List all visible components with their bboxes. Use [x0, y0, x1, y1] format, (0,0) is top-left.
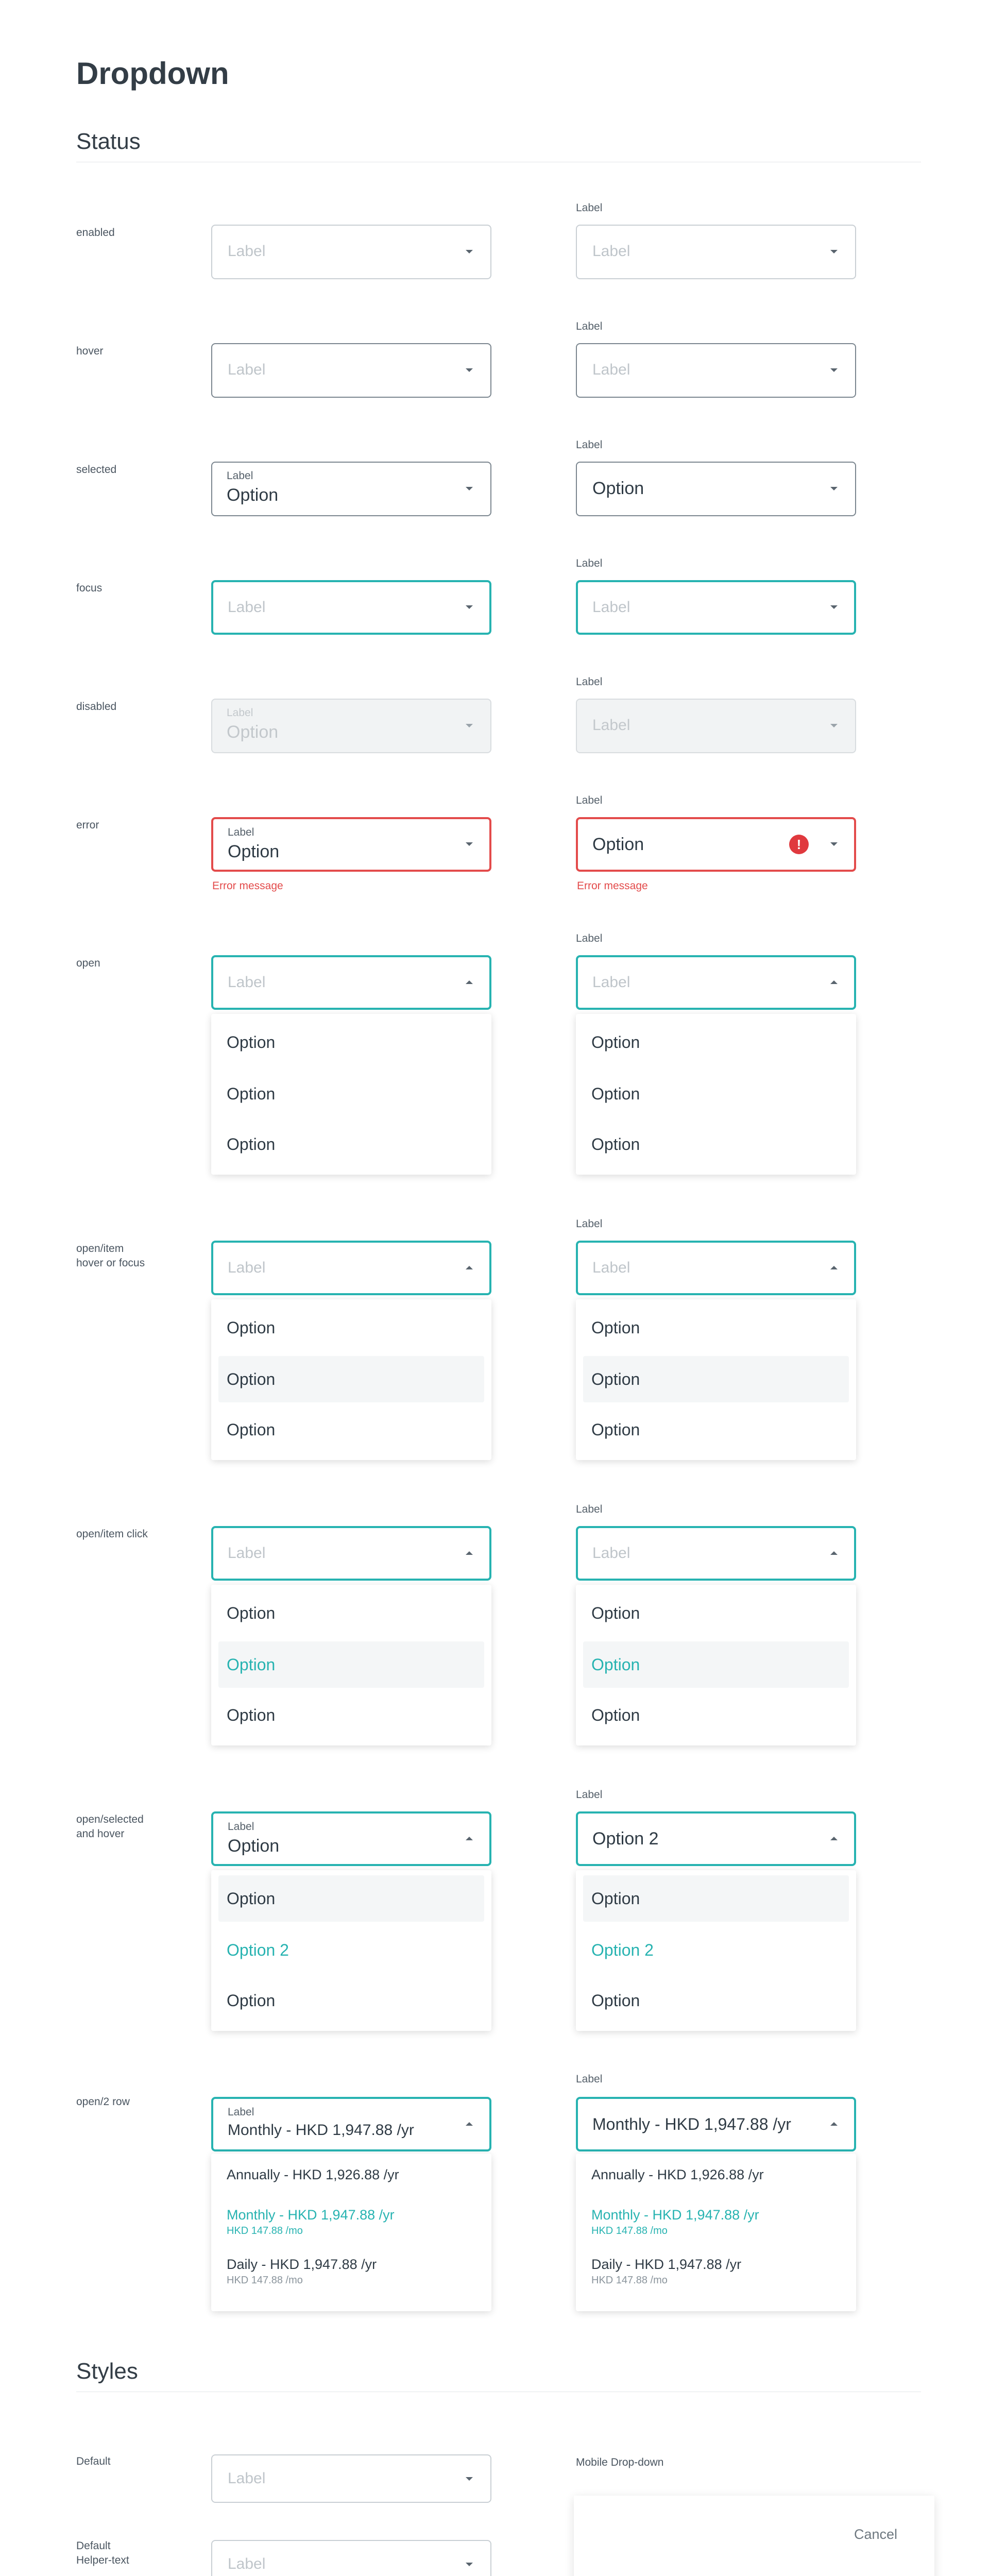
dropdown-error-floating[interactable] [211, 817, 491, 872]
menu-option-selected[interactable]: Monthly - HKD 1,947.88 /yr HKD 147.88 /mo [591, 2207, 759, 2236]
caret-down-icon [466, 724, 473, 727]
menu-option[interactable]: Daily - HKD 1,947.88 /yr HKD 147.88 /mo [591, 2257, 742, 2286]
selected-value: Monthly - HKD 1,947.88 /yr [228, 2122, 414, 2139]
row-label-focus: focus [76, 582, 103, 594]
menu-option[interactable]: Option [591, 1033, 640, 1052]
dropdown-menu [576, 1299, 856, 1460]
caret-up-icon [830, 1551, 838, 1555]
dropdown-open-outside-label[interactable] [576, 955, 856, 1010]
menu-option[interactable]: Option [227, 1318, 276, 1337]
error-message: Error message [577, 880, 648, 892]
menu-option-clicked[interactable]: Option [583, 1641, 849, 1688]
menu-option[interactable]: Option [591, 1135, 640, 1154]
dropdown-open-floating[interactable] [211, 955, 491, 1010]
placeholder: Label [228, 243, 266, 260]
field-label: Label [576, 1218, 603, 1230]
dropdown-selected-outside-label[interactable] [576, 462, 856, 516]
dropdown-focus-outside-label[interactable] [576, 580, 856, 635]
mobile-dropdown-label: Mobile Drop-down [576, 2456, 664, 2468]
placeholder: Label [228, 599, 266, 616]
menu-option[interactable]: Option [591, 1318, 640, 1337]
mobile-dropdown-sheet [574, 2496, 934, 2576]
placeholder: Label [228, 1259, 266, 1276]
caret-down-icon [466, 487, 473, 490]
row-label-open-selected-hover: open/selected and hover [76, 1814, 144, 1840]
caret-down-icon [466, 605, 473, 609]
menu-option[interactable]: Option [591, 1706, 640, 1724]
field-label: Label [576, 1503, 603, 1515]
field-label: Label [576, 1789, 603, 1801]
menu-option[interactable]: Option [227, 1604, 276, 1622]
menu-option[interactable]: Annually - HKD 1,926.88 /yr [227, 2167, 399, 2182]
dropdown-open-selected-floating[interactable] [211, 1811, 491, 1866]
field-label: Label [576, 2073, 603, 2085]
dropdown-menu [211, 1299, 491, 1460]
dropdown-menu [211, 2154, 491, 2311]
placeholder: Label [592, 361, 630, 378]
menu-option-hovered[interactable]: Option [583, 1356, 849, 1402]
row-label-default: Default [76, 2455, 111, 2467]
placeholder: Label [592, 1545, 630, 1562]
selected-value: Option [228, 842, 280, 861]
placeholder: Label [592, 717, 630, 734]
floating-label: Label [228, 1821, 254, 1833]
error-icon: ! [789, 835, 809, 854]
dropdown-2row-outside-label[interactable] [576, 2097, 856, 2151]
dropdown-enabled-outside-label[interactable] [576, 225, 856, 279]
menu-option[interactable]: Option [591, 1084, 640, 1103]
field-label: Label [576, 794, 603, 806]
caret-down-icon [830, 605, 838, 609]
dropdown-selected-floating[interactable] [211, 462, 491, 516]
dropdown-hover-floating[interactable] [211, 343, 491, 398]
menu-option[interactable]: Option [227, 1420, 276, 1439]
selected-value: Option 2 [592, 1829, 659, 1849]
dropdown-open-hover-floating[interactable] [211, 1241, 491, 1295]
field-label: Label [576, 439, 603, 451]
section-title-status: Status [76, 129, 141, 154]
caret-down-icon [830, 250, 838, 253]
dropdown-disabled-floating [211, 699, 491, 753]
dropdown-hover-outside-label[interactable] [576, 343, 856, 398]
dropdown-disabled-outside-label [576, 699, 856, 753]
field-label: Label [576, 676, 603, 688]
row-label-open-item-click: open/item click [76, 1528, 148, 1540]
caret-up-icon [466, 1837, 473, 1840]
caret-down-icon [466, 2563, 473, 2566]
caret-up-icon [830, 2122, 838, 2126]
menu-option[interactable]: Option [227, 1033, 276, 1052]
menu-option[interactable]: Option [591, 1604, 640, 1622]
placeholder: Label [592, 599, 630, 616]
placeholder: Label [592, 243, 630, 260]
floating-label: Label [227, 470, 253, 482]
placeholder: Label [228, 2470, 266, 2487]
menu-option[interactable]: Daily - HKD 1,947.88 /yr HKD 147.88 /mo [227, 2257, 377, 2286]
selected-value: Option [228, 1836, 280, 1856]
error-message: Error message [212, 880, 283, 892]
caret-up-icon [830, 1837, 838, 1840]
row-label-hover: hover [76, 345, 104, 357]
floating-label: Label [228, 826, 254, 838]
selected-value: Option [592, 835, 644, 854]
caret-down-icon [830, 487, 838, 490]
dropdown-error-outside-label[interactable] [576, 817, 856, 872]
dropdown-menu [576, 1870, 856, 2031]
menu-option[interactable]: Option [227, 1991, 276, 2010]
caret-up-icon [466, 1266, 473, 1269]
page-title: Dropdown [76, 56, 229, 91]
dropdown-menu [576, 1014, 856, 1175]
dropdown-default[interactable] [211, 2454, 491, 2503]
selected-value: Monthly - HKD 1,947.88 /yr [592, 2115, 791, 2133]
placeholder: Label [592, 1259, 630, 1276]
dropdown-menu [211, 1585, 491, 1745]
caret-down-icon [466, 250, 473, 253]
menu-option-selected[interactable]: Option 2 [591, 1941, 654, 1959]
menu-option-selected[interactable]: Option 2 [227, 1941, 289, 1959]
field-label: Label [576, 202, 603, 214]
menu-option-clicked[interactable]: Option [218, 1641, 484, 1688]
dropdown-open-click-floating[interactable] [211, 1526, 491, 1581]
dropdown-menu [211, 1870, 491, 2031]
menu-option[interactable]: Option [227, 1135, 276, 1154]
dropdown-menu [576, 1585, 856, 1745]
caret-up-icon [830, 1266, 838, 1269]
menu-option[interactable]: Option [591, 1991, 640, 2010]
caret-down-icon [830, 368, 838, 372]
placeholder: Label [228, 974, 266, 991]
row-label-default-helper: Default Helper-text [76, 2540, 129, 2566]
row-label-open: open [76, 957, 100, 969]
dropdown-menu [211, 1014, 491, 1175]
caret-up-icon [466, 2122, 473, 2126]
floating-label: Label [227, 707, 253, 719]
menu-option-hovered[interactable]: Option [218, 1875, 484, 1922]
dropdown-open-click-outside-label[interactable] [576, 1526, 856, 1581]
field-label: Label [576, 557, 603, 569]
caret-down-icon [466, 368, 473, 372]
selected-value: Option [227, 722, 279, 742]
field-label: Label [576, 933, 603, 944]
caret-down-icon [466, 842, 473, 846]
row-label-selected: selected [76, 464, 117, 476]
menu-option-selected[interactable]: Monthly - HKD 1,947.88 /yr HKD 147.88 /mo [227, 2207, 395, 2236]
menu-option-hovered[interactable]: Option [583, 1875, 849, 1922]
caret-down-icon [830, 842, 838, 846]
menu-option[interactable]: Option [227, 1706, 276, 1724]
row-label-enabled: enabled [76, 227, 115, 239]
placeholder: Label [228, 2555, 266, 2572]
section-title-styles: Styles [76, 2359, 138, 2384]
dropdown-menu [576, 2154, 856, 2311]
caret-down-icon [830, 724, 838, 727]
dropdown-open-hover-outside-label[interactable] [576, 1241, 856, 1295]
row-label-disabled: disabled [76, 701, 117, 713]
field-label: Label [576, 320, 603, 332]
caret-up-icon [466, 1551, 473, 1555]
selected-value: Option [227, 485, 279, 505]
placeholder: Label [592, 974, 630, 991]
dropdown-open-selected-outside-label[interactable] [576, 1811, 856, 1866]
dropdown-default-helper[interactable] [211, 2540, 491, 2576]
caret-up-icon [830, 980, 838, 984]
placeholder: Label [228, 1545, 266, 1562]
menu-option-hovered[interactable]: Option [218, 1356, 484, 1402]
menu-option[interactable]: Option [227, 1084, 276, 1103]
row-label-open-2row: open/2 row [76, 2096, 130, 2108]
placeholder: Label [228, 361, 266, 378]
menu-option[interactable]: Option [591, 1420, 640, 1439]
dropdown-focus-floating[interactable] [211, 580, 491, 635]
selected-value: Option [592, 479, 644, 498]
menu-option[interactable]: Annually - HKD 1,926.88 /yr [591, 2167, 764, 2182]
row-label-error: error [76, 819, 99, 831]
caret-up-icon [466, 980, 473, 984]
cancel-button[interactable]: Cancel [854, 2527, 897, 2542]
caret-down-icon [466, 2477, 473, 2481]
row-label-open-item-hover: open/item hover or focus [76, 1243, 145, 1269]
dropdown-enabled-floating[interactable] [211, 225, 491, 279]
dropdown-2row-floating[interactable] [211, 2097, 491, 2151]
floating-label: Label [228, 2106, 254, 2118]
